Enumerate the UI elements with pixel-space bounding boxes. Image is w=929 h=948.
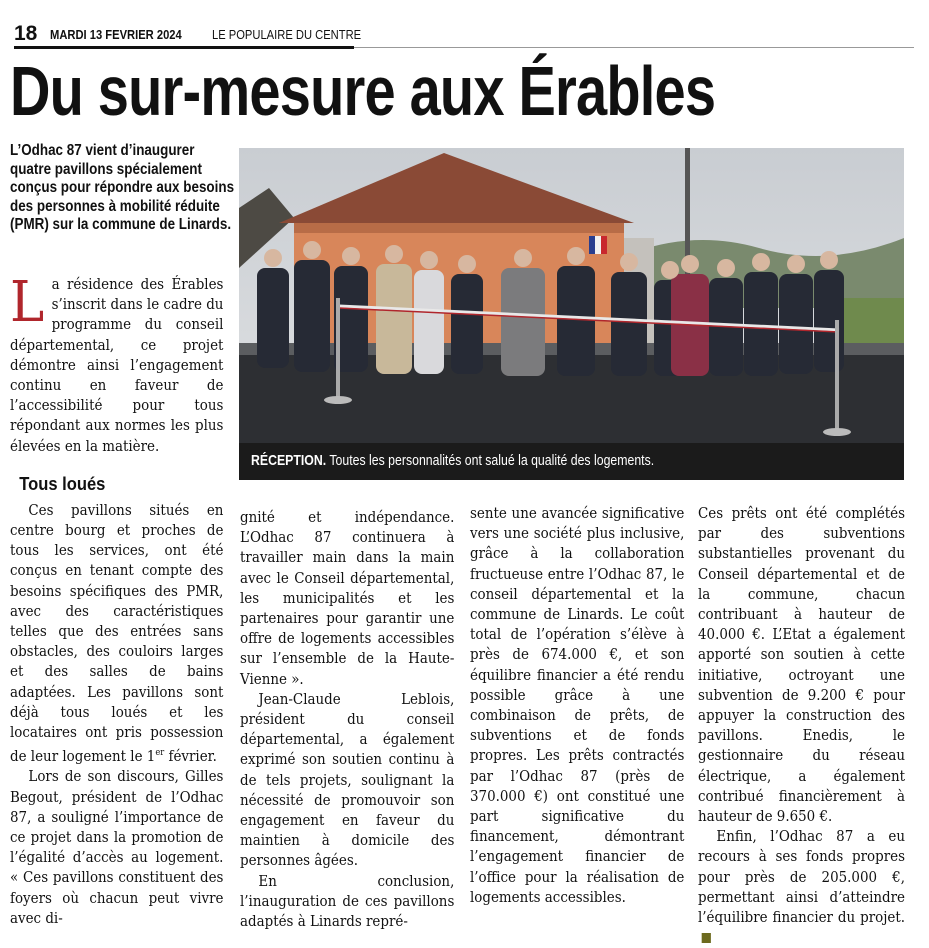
article-photo <box>239 148 904 443</box>
paragraph-final <box>698 827 905 948</box>
article-column-4 <box>698 504 905 948</box>
publication-date: MARDI 13 FEVRIER 2024 <box>50 27 182 42</box>
drop-cap: L <box>10 270 45 335</box>
photo-caption <box>239 443 904 480</box>
paragraph-subventions: Ces prêts ont été complétés par des subventions substantielles provenant du Conseil départemental et de la commune, chacun contribuant à hauteur de 40.000 €. L’Etat a également apporté son soutien à cette initiative, octroyant une subvention de 9.200 € pour appuyer la construction des pavillons. Enedis, le gestionnaire du réseau électrique, a également contribué financièrement à hauteur de 9.650 €. <box>698 505 905 826</box>
paragraph-pavillons-text: Ces pavillons situés en centre bourg et proches de tous les services, ont été conçus en tenant compte des besoins spécifiques des PMR, avec des caractéristiques telles que des entrées sans obstacles, des couloirs larges et des salles de bains adaptées. Les pavillons sont déjà tous loués et les locataires ont pris possession de leur logement le 1 <box>10 501 224 766</box>
paragraph-pavillons-end: février. <box>164 748 217 766</box>
paragraph-conclusion-cont: sente une avancée significative vers une société plus inclusive, grâce à la collaboration fructueuse entre l’Odhac 87, le conseil départemental et la commune de Linards. Le coût total de l’opération s’élève à près de 674.000 €, et son équilibre financier a été rendu possible grâce à une combinaison de prêts, de subventions et de fonds propres. Les prêts contractés par l’Odhac 87 (près de 370.000 €) ont constitué une part significative du financement, démontrant l’engagement financier de l’office pour la réalisation de logements accessibles. <box>470 505 685 906</box>
caption-label: RÉCEPTION. <box>251 452 327 469</box>
paragraph-leblois: Jean-Claude Leblois, président du conseil départemental, a également exprimé son soutien continu à de tels projets, soulignant la nécessité de promouvoir son engagement en faveur du maintien à domicile des personnes âgées. <box>240 690 455 870</box>
page-number: 18 <box>14 22 38 45</box>
subheading: Tous loués <box>19 473 106 494</box>
paragraph-conclusion: En conclusion, l’inauguration de ces pavillons adaptés à Linards repré- <box>240 872 455 931</box>
ordinal-superscript: er <box>155 748 165 759</box>
paragraph-intro <box>10 270 224 457</box>
article-column-1 <box>10 270 224 929</box>
article-column-2 <box>240 508 454 932</box>
paragraph-discours: Lors de son discours, Gilles Begout, président de l’Odhac 87, a souligné l’importance de ce projet dans la promotion de l’égalité d’accès au logement. « Ces pavillons constituent des foyers où chacun peut vivre avec di- <box>10 768 224 927</box>
newspaper-name: LE POPULAIRE DU CENTRE <box>212 27 362 42</box>
standfirst: L’Odhac 87 vient d’inaugurer quatre pavillons spécialement conçus pour répondre aux besoins des personnes à mobilité réduite (PMR) sur la commune de Linards. <box>10 142 235 233</box>
article-column-3 <box>470 504 684 908</box>
caption-text <box>251 452 654 469</box>
headline: Du sur-mesure aux Érables <box>10 52 716 130</box>
header-rule-thin <box>354 47 914 48</box>
caption-description: Toutes les personnalités ont salué la qualité des logements. <box>326 452 655 469</box>
paragraph-pavillons <box>10 501 223 768</box>
page-header <box>14 22 914 48</box>
end-mark <box>702 933 711 943</box>
paragraph-intro-text: a résidence des Érables s’inscrit dans le cadre du programme du conseil départemental, ce projet démontre ainsi l’engagement continu en faveur de l’accessibilité pour tous répondant aux normes les plus élevées en la matière. <box>10 276 224 455</box>
photo-illustration <box>239 148 904 443</box>
header-rule-thick <box>14 46 354 49</box>
paragraph-discours-cont: gnité et indépendance. L’Odhac 87 continuera à travailler main dans la main avec le Conseil départemental, les municipalités et les partenaires pour garantir une offre de logements accessibles sur l’ensemble de la Haute-Vienne ». <box>240 509 455 688</box>
paragraph-final-text: Enfin, l’Odhac 87 a eu recours à ses fonds propres pour près de 205.000 €, permettant ainsi d’atteindre l’équilibre financier du projet. <box>698 828 905 927</box>
